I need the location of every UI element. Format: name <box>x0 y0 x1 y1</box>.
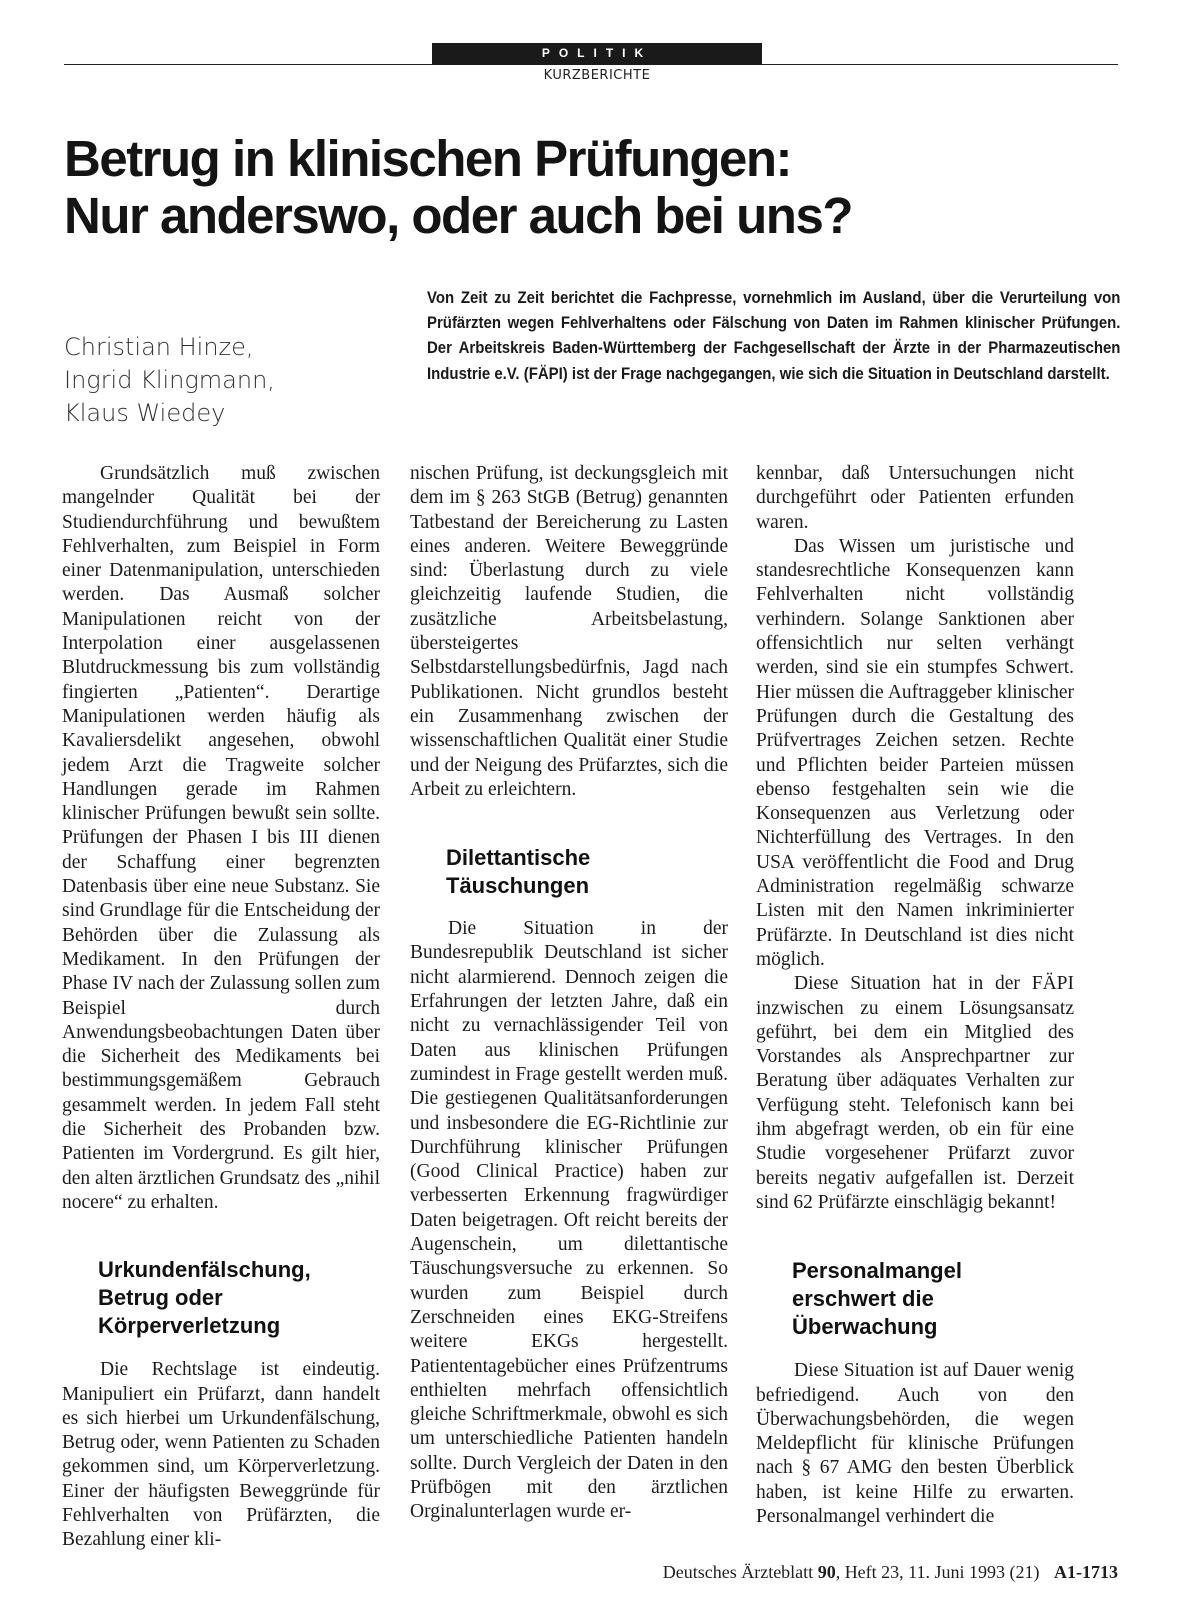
lead-paragraph: Von Zeit zu Zeit berichtet die Fachpresse, vornehmlich im Ausland, über die Verurteilung von Prüfärzten wegen Fehlverhaltens oder Fälschung von Daten im Rahmen klinischer Prüfungen. Der Arbeitskreis Baden-Württemberg der Fachgesellschaft der Ärzte in der Pharmazeutischen Industrie e.V. (FÄPI) ist der Frage nachgegangen, wie sich die Situation in Deutschland darstellt. <box>427 288 1121 383</box>
paragraph: Die Situation in der Bundesrepublik Deutschland ist sicher nicht alarmierend. Dennoch zeigen die Erfahrungen der letzten Jahre, daß ein nicht zu vernachlässigender Teil von Daten aus klinischen Prüfungen zumindest in Frage gestellt werden muß. Die gestiegenen Qualitätsanforderungen und insbesondere die EG-Richtlinie zur Durchführung klinischer Prüfungen (Good Clinical Practice) haben zur verbesserten Erkennung fragwürdiger Daten beigetragen. Oft reicht bereits der Augenschein, um dilettantische Täuschungsversuche zu erkennen. So wurden zum Beispiel durch Zerschneiden eines EKG-Streifens weitere EKGs hergestellt. Patiententagebücher eines Prüfzentrums enthielten mehrfach offensichtlich gleiche Schriftmerkmale, obwohl es sich um unterschiedliche Patienten handeln sollte. Durch Vergleich der Daten in den Prüfbögen mit den ärztlichen Orginalunterlagen wurde er- <box>410 918 728 1523</box>
journal-volume: 90 <box>817 1562 836 1582</box>
paragraph: nischen Prüfung, ist deckungsgleich mit dem im § 263 StGB (Betrug) genannten Tatbestand der Bereicherung zu Lasten eines anderen. Weitere Beweggründe sind: Überlastung durch zu viele gleichzeitig laufende Studien, die zusätzliche Arbeitsbelastung, übersteigertes Selbstdarstellungsbedürfnis, Jagd nach Publikationen. Nicht grundlos besteht ein Zusammenhang zwischen der wissenschaftlichen Qualität einer Studie und der Neigung des Prüfarztes, sich die Arbeit zu erleichtern. <box>410 463 728 800</box>
subheading: Dilettantische Täuschungen <box>446 845 591 899</box>
subheading: Personalmangel erschwert die Überwachung <box>792 1258 962 1340</box>
section-label: POLITIK <box>432 43 762 65</box>
paragraph: Diese Situation ist auf Dauer wenig befriedigend. Auch von den Überwachungsbehörden, die wegen Meldepflicht für klinische Prüfungen nach § 67 AMG den besten Überblick haben, ist keine Hilfe zu erwarten. Personalmangel verhindert die <box>756 1360 1074 1527</box>
issue-info: , Heft 23, 11. Juni 1993 (21) <box>835 1562 1040 1582</box>
paragraph: Grundsätzlich muß zwischen mangelnder Qualität bei der Studiendurchführung und bewußtem Fehlverhalten, zum Beispiel in Form einer Datenmanipulation, unterschieden werden. Das Ausmaß solcher Manipulationen reicht von der Interpolation einer ausgelassenen Blutdruckmessung bis zum vollständig fingierten „Patienten“. Derartige Manipulationen werden häufig als Kavaliersdelikt angesehen, obwohl jedem Arzt die Tragweite solcher Handlungen gerade im Rahmen klinischer Prüfungen bewußt sein sollte. Prüfungen der Phasen I bis III dienen der Schaffung einer begrenzten Datenbasis über eine neue Substanz. Sie sind Grundlage für die Entscheidung der Behörden über die Zulassung als Medikament. In den Prüfungen der Phase IV nach der Zulassung sollen zum Beispiel durch Anwendungsbeobachtungen Daten über die Sicherheit des Medikaments bei bestimmungsgemäßem Gebrauch gesammelt werden. In jedem Fall steht die Sicherheit des Probanden bzw. Patienten im Vordergrund. Es gilt hier, den alten ärztlichen Grundsatz des „nihil nocere“ zu erhalten. <box>62 463 380 1213</box>
paragraph: kennbar, daß Untersuchungen nicht durchgeführt oder Patienten erfunden waren. <box>756 463 1074 533</box>
text-column-2 <box>410 462 728 1525</box>
page-footer <box>663 1562 1118 1583</box>
subheading: Urkundenfälschung, Betrug oder Körperverletzung <box>98 1257 311 1339</box>
article-title <box>64 130 1124 244</box>
paragraph: Das Wissen um juristische und standesrechtliche Konsequenzen kann Fehlverhalten nicht vollständig verhindern. Solange Sanktionen aber offensichtlich nur selten verhängt werden, sind sie ein stumpfes Schwert. Hier müssen die Auftraggeber klinischer Prüfungen durch die Gestaltung des Prüfvertrages Zeichen setzen. Rechte und Pflichten beider Parteien müssen ebenso festgehalten sein wie die Konsequenzen aus Verletzung oder Nichterfüllung des Vertrages. In den USA veröffentlicht die Food and Drug Administration regelmäßig schwarze Listen mit den Namen inkriminierter Prüfärzte. In Deutschland ist dies nicht möglich. <box>756 535 1074 970</box>
journal-name: Deutsches Ärzteblatt <box>662 1562 814 1582</box>
author-list <box>64 331 394 430</box>
title-line-2: Nur anderswo, oder auch bei uns? <box>64 187 852 244</box>
text-column-1 <box>62 462 380 1553</box>
author-name: Klaus Wiedey <box>64 399 226 427</box>
author-name: Christian Hinze, <box>64 333 254 361</box>
author-name: Ingrid Klingmann, <box>64 366 275 394</box>
paragraph: Die Rechtslage ist eindeutig. Manipuliert ein Prüfarzt, dann handelt es sich hierbei um Urkundenfälschung, Betrug oder, wenn Patienten zu Schaden gekommen sind, um Körperverletzung. Einer der häufigsten Beweggründe für Fehlverhalten von Prüfärzten, die Bezahlung einer kli- <box>62 1359 380 1551</box>
kicker: KURZBERICHTE <box>543 68 651 83</box>
title-line-1: Betrug in klinischen Prüfungen: <box>64 130 792 187</box>
page-number: A1-1713 <box>1054 1562 1118 1582</box>
paragraph: Diese Situation hat in der FÄPI inzwischen zu einem Lösungsansatz geführt, bei dem ein Mitglied des Vorstandes als Ansprechpartner zur Beratung über adäquates Verhalten zur Verfügung steht. Telefonisch kann bei ihm abgefragt werden, ob ein für eine Studie vorgesehener Prüfarzt zuvor bereits negativ aufgefallen ist. Derzeit sind 62 Prüfärzte einschlägig bekannt! <box>756 973 1074 1213</box>
text-column-3 <box>756 462 1074 1529</box>
